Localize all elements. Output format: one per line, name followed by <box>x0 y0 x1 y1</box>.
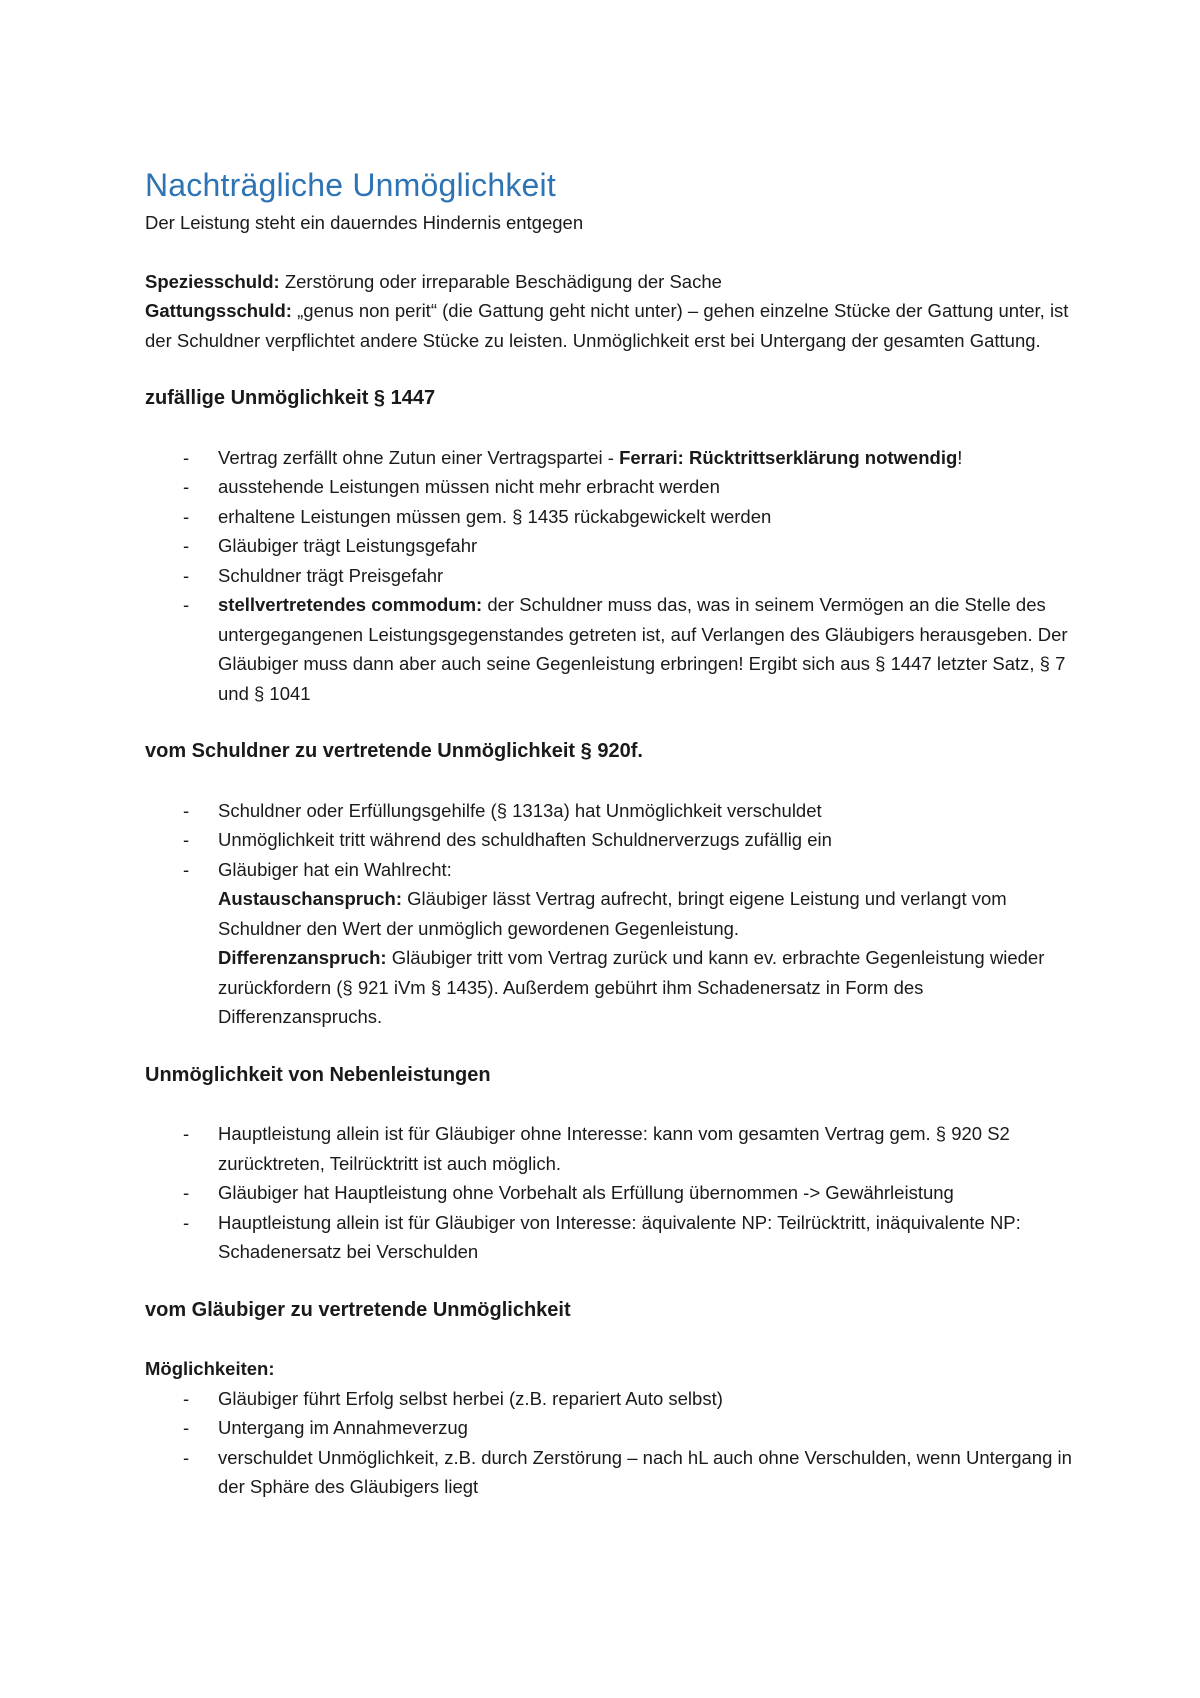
section-heading-zufaellige: zufällige Unmöglichkeit § 1447 <box>145 387 436 409</box>
spacer <box>145 767 1080 796</box>
differenzanspruch <box>218 943 1080 1032</box>
spacer <box>145 1032 1080 1061</box>
list-item: - Hauptleistung allein ist für Gläubiger von Interesse: äquivalente NP: Teilrücktritt, inäquivalente NP: Schadenersatz bei Verschulden <box>145 1208 1080 1267</box>
list-item: - Gläubiger trägt Leistungsgefahr <box>145 531 1080 561</box>
differenzanspruch-label: Differenzanspruch: <box>218 947 387 968</box>
list-item: - Schuldner trägt Preisgefahr <box>145 561 1080 591</box>
list-item: - Gläubiger hat Hauptleistung ohne Vorbehalt als Erfüllung übernommen -> Gewährleistung <box>145 1178 1080 1208</box>
wahlrecht-text: Gläubiger hat ein Wahlrecht: <box>218 858 452 880</box>
moeglichkeiten-paragraph <box>145 1354 1080 1384</box>
list-glaeubiger <box>145 1384 1080 1502</box>
list-item <box>145 855 1080 1032</box>
list-item <box>145 443 1080 473</box>
speziesschuld-label: Speziesschuld: <box>145 270 280 292</box>
speziesschuld-paragraph <box>145 267 1080 297</box>
gattungsschuld-label: Gattungsschuld: <box>145 300 292 321</box>
spacer <box>145 1325 1080 1354</box>
list-zufaellige <box>145 443 1080 709</box>
section-heading-nebenleistungen: Unmöglichkeit von Nebenleistungen <box>145 1063 491 1086</box>
list-item: - verschuldet Unmöglichkeit, z.B. durch Zerstörung – nach hL auch ohne Verschulden, wenn Untergang in der Sphäre des Gläubigers liegt <box>145 1443 1080 1502</box>
list-item: - Gläubiger führt Erfolg selbst herbei (z.B. repariert Auto selbst) <box>145 1384 1080 1414</box>
list-item: - Hauptleistung allein ist für Gläubiger ohne Interesse: kann vom gesamten Vertrag gem. § 920 S2 zurücktreten, Teilrücktritt ist auch möglich. <box>145 1119 1080 1178</box>
gattungsschuld-text: „genus non perit“ (die Gattung geht nicht unter) – gehen einzelne Stücke der Gattung unter, ist der Schuldner verpflichtet andere Stücke zu leisten. Unmöglichkeit erst bei Untergang der gesamten Gattung. <box>145 300 1069 351</box>
list-item: - erhaltene Leistungen müssen gem. § 1435 rückabgewickelt werden <box>145 502 1080 532</box>
austauschanspruch-text: Gläubiger lässt Vertrag aufrecht, bringt eigene Leistung und verlangt vom Schuldner den Wert der unmöglich gewordenen Gegenleistung. <box>218 888 1007 939</box>
differenzanspruch-text: Gläubiger tritt vom Vertrag zurück und kann ev. erbrachte Gegenleistung wieder zurückfordern (§ 921 iVm § 1435). Außerdem gebührt ihm Schadenersatz in Form des Differenzanspruchs. <box>218 947 1045 1027</box>
spacer <box>145 238 1080 267</box>
page-title: Nachträgliche Unmöglichkeit <box>145 167 556 203</box>
section-heading-glaeubiger: vom Gläubiger zu vertretende Unmöglichkeit <box>145 1298 571 1321</box>
spacer <box>145 355 1080 384</box>
list-nebenleistungen <box>145 1119 1080 1267</box>
list-item-text: Vertrag zerfällt ohne Zutun einer Vertragspartei - <box>218 446 620 468</box>
gattungsschuld-paragraph <box>145 296 1080 355</box>
moeglichkeiten-label: Möglichkeiten: <box>145 1358 275 1379</box>
spacer <box>145 708 1080 737</box>
list-item: - Schuldner oder Erfüllungsgehilfe (§ 1313a) hat Unmöglichkeit verschuldet <box>145 796 1080 826</box>
austauschanspruch-label: Austauschanspruch: <box>218 888 403 909</box>
list-item <box>145 590 1080 708</box>
list-item-end: ! <box>957 446 963 468</box>
spacer <box>145 1090 1080 1119</box>
page-subtitle: Der Leistung steht ein dauerndes Hindernis entgegen <box>145 212 584 233</box>
list-item: - Unmöglichkeit tritt während des schuldhaften Schuldnerverzugs zufällig ein <box>145 825 1080 855</box>
austauschanspruch <box>218 884 1080 943</box>
spacer <box>145 1267 1080 1296</box>
commodum-text: der Schuldner muss das, was in seinem Vermögen an die Stelle des untergegangenen Leistungsgegenstandes getreten ist, auf Verlangen des Gläubigers herausgeben. Der Gläubiger muss dann aber auch seine Gegenleistung erbringen! Ergibt sich aus § 1447 letzter Satz, § 7 und § 1041 <box>218 594 1068 704</box>
speziesschuld-text: Zerstörung oder irreparable Beschädigung der Sache <box>279 270 722 292</box>
list-schuldner <box>145 796 1080 1032</box>
spacer <box>145 414 1080 443</box>
commodum-label: stellvertretendes commodum: <box>218 594 483 615</box>
list-item: - Untergang im Annahmeverzug <box>145 1413 1080 1443</box>
list-item: - ausstehende Leistungen müssen nicht mehr erbracht werden <box>145 472 1080 502</box>
section-heading-schuldner: vom Schuldner zu vertretende Unmöglichkeit § 920f. <box>145 740 643 762</box>
list-item-bold: Ferrari: Rücktrittserklärung notwendig <box>619 446 958 468</box>
